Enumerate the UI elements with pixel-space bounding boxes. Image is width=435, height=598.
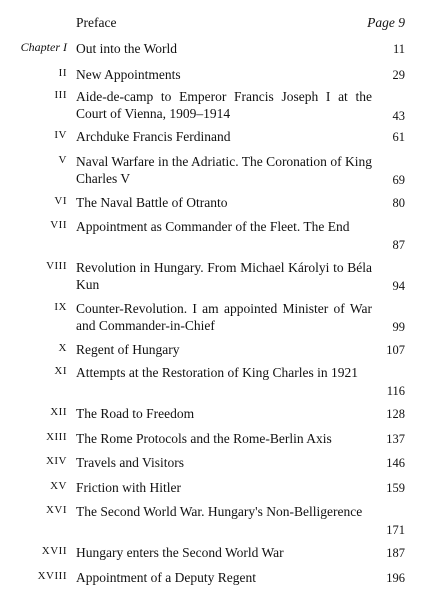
chapter-number: XVI — [45, 504, 67, 516]
chapter-title: The Road to Freedom — [76, 406, 195, 421]
chapter-title: Travels and Visitors — [76, 455, 184, 470]
chapter-title: Attempts at the Restoration of King Charles in 1921 — [76, 365, 358, 380]
preface-title: Preface — [76, 15, 117, 30]
page-number: 146 — [386, 456, 405, 470]
chapter-number: XIV — [45, 455, 67, 467]
chapter-title: Appointment of a Deputy Regent — [76, 570, 256, 585]
chapter-number: XI — [54, 365, 67, 377]
page-number: 61 — [392, 130, 405, 144]
chapter-title: The Second World War. Hungary's Non-Belligerence — [76, 504, 363, 519]
page-number: 69 — [392, 173, 405, 187]
page-number: 187 — [386, 546, 405, 560]
chapter-title: Friction with Hitler — [76, 480, 181, 495]
chapter-title: Aide-de-camp to Emperor Francis Joseph I at the Court of Vienna, 1909–1914 — [76, 89, 372, 121]
chapter-number: Chapter I — [20, 40, 67, 54]
chapter-title: The Rome Protocols and the Rome-Berlin Axis — [76, 431, 332, 446]
chapter-number: XVII — [41, 545, 67, 557]
chapter-number: VIII — [46, 260, 67, 272]
page-number: 94 — [392, 279, 405, 293]
chapter-title: Out into the World — [76, 41, 178, 56]
page-number: 196 — [386, 571, 405, 585]
chapter-number: III — [54, 89, 67, 101]
chapter-title: Regent of Hungary — [76, 342, 180, 357]
chapter-title: The Naval Battle of Otranto — [76, 195, 228, 210]
chapter-number: IV — [54, 129, 67, 141]
chapter-number: XIII — [46, 431, 67, 443]
page-number: 29 — [392, 68, 405, 82]
chapter-number: VI — [54, 195, 67, 207]
chapter-number: XV — [50, 480, 67, 492]
chapter-number: X — [58, 342, 67, 354]
chapter-title: Archduke Francis Ferdinand — [76, 129, 231, 144]
chapter-title: Appointment as Commander of the Fleet. The End — [76, 219, 350, 234]
chapter-title: Counter-Revolution. I am appointed Minister of War and Commander-in-Chief — [76, 301, 372, 333]
page-number: 137 — [386, 432, 405, 446]
page-number: 171 — [386, 523, 405, 537]
page-number: 128 — [386, 407, 405, 421]
page-number: 87 — [392, 238, 405, 252]
page-heading: Page 9 — [367, 15, 405, 30]
chapter-number: VII — [50, 219, 67, 231]
chapter-number: V — [58, 154, 67, 166]
page-number: 11 — [392, 42, 405, 56]
chapter-title: New Appointments — [76, 67, 181, 82]
chapter-number: XII — [50, 406, 67, 418]
page-number: 159 — [386, 481, 405, 495]
page-number: 43 — [392, 109, 405, 123]
chapter-number: IX — [54, 301, 67, 313]
page-number: 99 — [392, 320, 405, 334]
chapter-number: II — [58, 67, 67, 79]
chapter-title: Naval Warfare in the Adriatic. The Coronation of King Charles V — [76, 154, 372, 186]
chapter-title: Hungary enters the Second World War — [76, 545, 284, 560]
page-number: 116 — [386, 384, 405, 398]
chapter-title: Revolution in Hungary. From Michael Károlyi to Béla Kun — [76, 260, 372, 292]
page-number: 80 — [392, 196, 405, 210]
page-number: 107 — [386, 343, 405, 357]
chapter-number: XVIII — [37, 570, 67, 582]
